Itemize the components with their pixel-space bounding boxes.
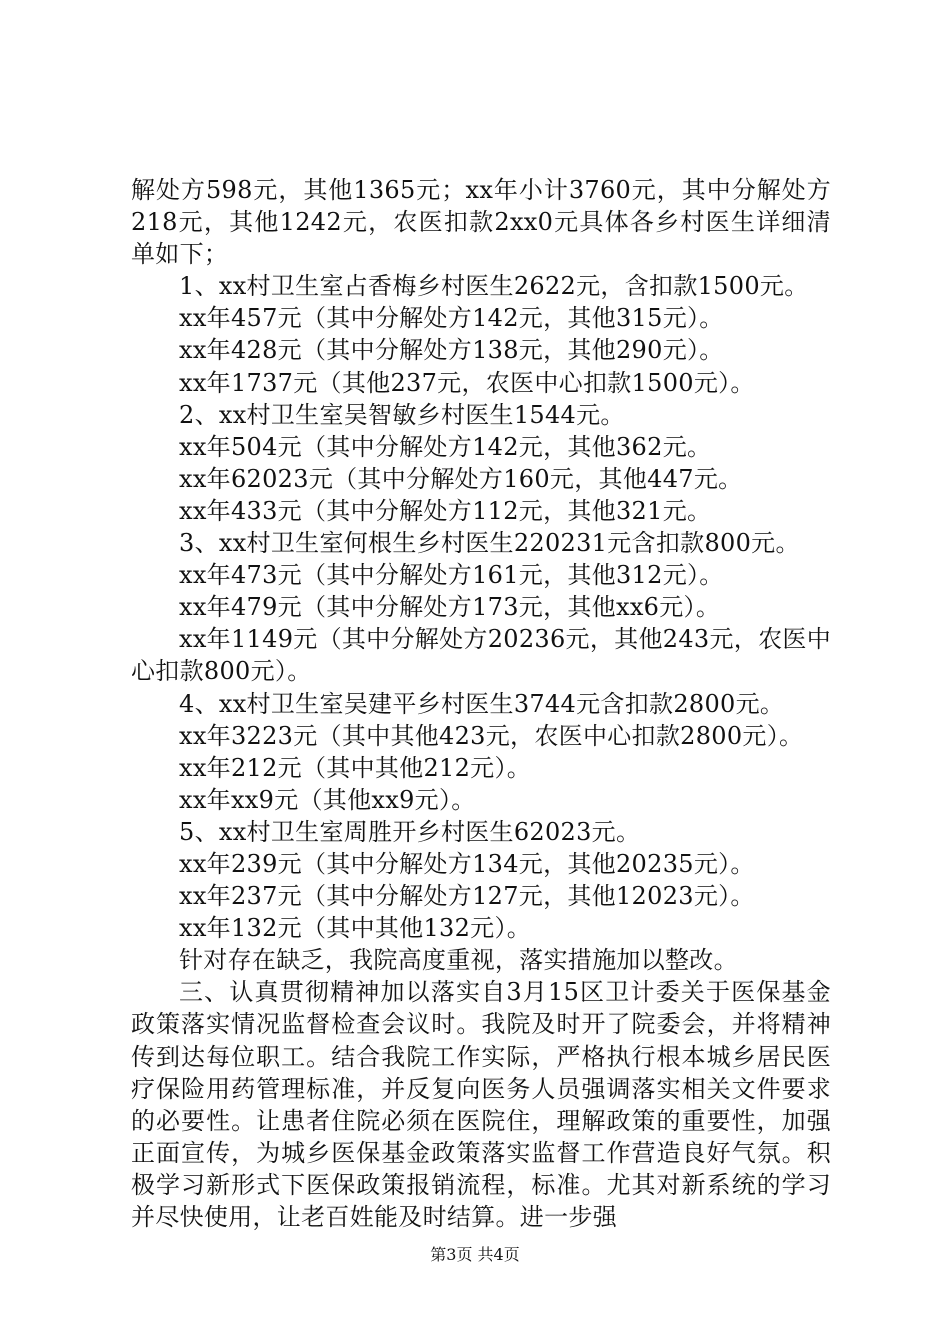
paragraph: 5、xx村卫生室周胜开乡村医生62023元。 (179, 817, 641, 846)
paragraph: xx年473元（其中分解处方161元，其他312元）。 (179, 561, 724, 590)
paragraph: xx年132元（其中其他132元）。 (179, 914, 532, 943)
paragraph: xx年1149元（其中分解处方20236元，其他243元，农医中心扣款800元）。 (131, 625, 831, 686)
paragraph: xx年457元（其中分解处方142元，其他315元）。 (179, 304, 724, 333)
paragraph: 针对存在缺乏，我院高度重视，落实措施加以整改。 (179, 946, 738, 975)
paragraph: 1、xx村卫生室占香梅乡村医生2622元，含扣款1500元。 (179, 272, 809, 301)
paragraph: xx年237元（其中分解处方127元，其他12023元）。 (179, 882, 755, 911)
document-body (131, 174, 831, 1233)
paragraph: 4、xx村卫生室吴建平乡村医生3744元含扣款2800元。 (179, 689, 785, 718)
paragraph: xx年479元（其中分解处方173元，其他xx6元）。 (179, 593, 721, 622)
paragraph: 2、xx村卫生室吴智敏乡村医生1544元。 (179, 400, 625, 429)
paragraph: xx年239元（其中分解处方134元，其他20235元）。 (179, 849, 755, 878)
page-number: 第3页 共4页 (430, 1245, 520, 1264)
paragraph: 三、认真贯彻精神加以落实自3月15区卫计委关于医保基金政策落实情况监督检查会议时。我院及时开了院委会，并将精神传到达每位职工。结合我院工作实际，严格执行根本城乡居民医疗保险用药管理标准，并反复向医务人员强调落实相关文件要求的必要性。让患者住院必须在医院住，理解政策的重要性，加强正面宣传，为城乡医保基金政策落实监督工作营造良好气氛。积极学习新形式下医保政策报销流程，标准。尤其对新系统的学习并尽快使用，让老百姓能及时结算。进一步强 (131, 978, 831, 1231)
paragraph: xx年3223元（其中其他423元，农医中心扣款2800元）。 (179, 721, 804, 750)
page-footer (0, 1245, 950, 1265)
paragraph: 3、xx村卫生室何根生乡村医生220231元含扣款800元。 (179, 529, 800, 558)
paragraph: xx年428元（其中分解处方138元，其他290元）。 (179, 336, 724, 365)
paragraph: 解处方598元，其他1365元；xx年小计3760元，其中分解处方218元，其他1242元，农医扣款2xx0元具体各乡村医生详细清单如下； (131, 176, 831, 269)
paragraph: xx年212元（其中其他212元）。 (179, 753, 532, 782)
paragraph: xx年1737元（其他237元，农医中心扣款1500元）。 (179, 368, 755, 397)
paragraph: xx年504元（其中分解处方142元，其他362元。 (179, 432, 712, 461)
paragraph: xx年62023元（其中分解处方160元，其他447元。 (179, 464, 743, 493)
paragraph: xx年433元（其中分解处方112元，其他321元。 (179, 496, 712, 525)
paragraph: xx年xx9元（其他xx9元）。 (179, 785, 476, 814)
